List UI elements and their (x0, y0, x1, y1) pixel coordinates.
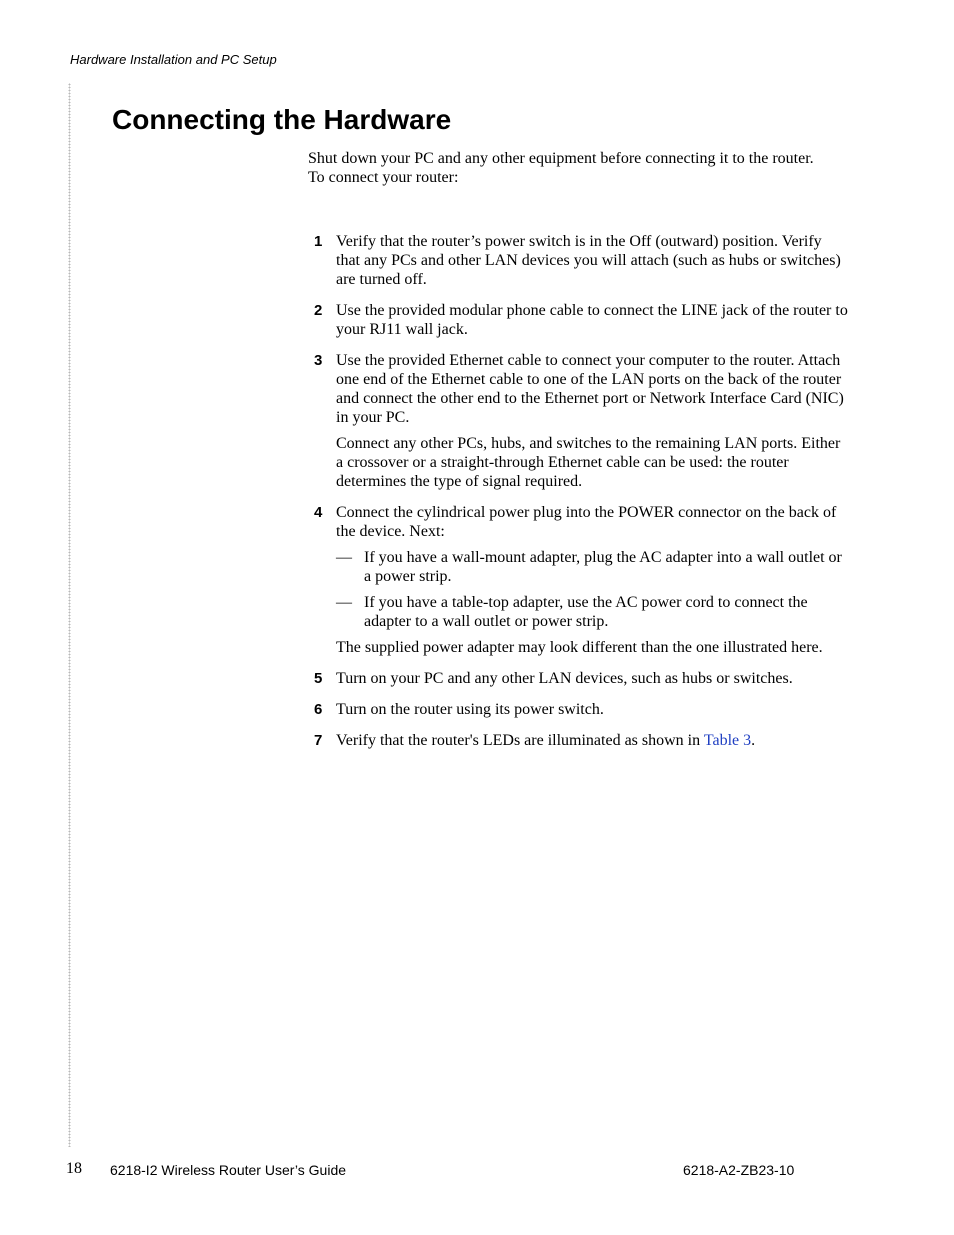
step-number: 5 (314, 670, 323, 687)
page-title: Connecting the Hardware (112, 104, 452, 135)
step-6 (308, 700, 848, 719)
step-4 (308, 503, 848, 657)
step-5 (308, 669, 848, 688)
step-number: 2 (314, 302, 323, 319)
step-text (336, 731, 848, 750)
step-7 (308, 731, 848, 750)
step-text-before-link: Verify that the router's LEDs are illuminated as shown in (336, 732, 704, 749)
step-3 (308, 351, 848, 491)
dash-item-text: If you have a wall-mount adapter, plug the AC adapter into a wall outlet or a power strip. (364, 549, 842, 585)
step-number: 4 (314, 504, 323, 521)
em-dash-marker: — (336, 549, 352, 566)
step-number: 7 (314, 732, 323, 749)
margin-dotted-rule (68, 83, 71, 1147)
dash-item-wall-mount (336, 548, 848, 586)
step-text: Turn on your PC and any other LAN devices, such as hubs or switches. (336, 670, 793, 687)
page-number: 18 (66, 1160, 82, 1177)
step-list (308, 232, 848, 762)
step-text: Connect the cylindrical power plug into the POWER connector on the back of the device. Next: (336, 504, 837, 540)
footer-guide-title: 6218-I2 Wireless Router User’s Guide (110, 1162, 347, 1178)
step-text: Use the provided modular phone cable to connect the LINE jack of the router to your RJ11 wall jack. (336, 302, 848, 338)
step-number: 6 (314, 701, 323, 718)
em-dash-marker: — (336, 594, 352, 611)
step-text: Turn on the router using its power switch. (336, 701, 604, 718)
table-3-link[interactable]: Table 3 (703, 732, 752, 749)
step-note: Connect any other PCs, hubs, and switches to the remaining LAN ports. Either a crossover or a straight-through Ethernet cable can be used: the router determines the type of signal required. (336, 435, 841, 490)
dash-item-table-top (336, 593, 848, 631)
running-header: Hardware Installation and PC Setup (70, 52, 277, 67)
dash-item-text: If you have a table-top adapter, use the AC power cord to connect the adapter to a wall outlet or power strip. (364, 594, 808, 630)
step-2 (308, 301, 848, 339)
step-1 (308, 232, 848, 289)
step-number: 3 (314, 352, 323, 369)
intro-paragraph: Shut down your PC and any other equipment before connecting it to the router. To connect your router: (308, 150, 814, 186)
step-number: 1 (314, 233, 323, 250)
step-text-after-link: . (751, 732, 756, 749)
footer-doc-number: 6218-A2-ZB23-10 (683, 1162, 795, 1178)
step-text: Use the provided Ethernet cable to connect your computer to the router. Attach one end of the Ethernet cable to one of the LAN ports on the back of the router and connect the other end to the Ethernet port or Network Interface Card (NIC) in your PC. (336, 352, 844, 426)
step-text: Verify that the router’s power switch is in the Off (outward) position. Verify that any PCs and other LAN devices you will attach (such as hubs or switches) are turned off. (336, 233, 841, 288)
step-note: The supplied power adapter may look different than the one illustrated here. (336, 639, 823, 656)
